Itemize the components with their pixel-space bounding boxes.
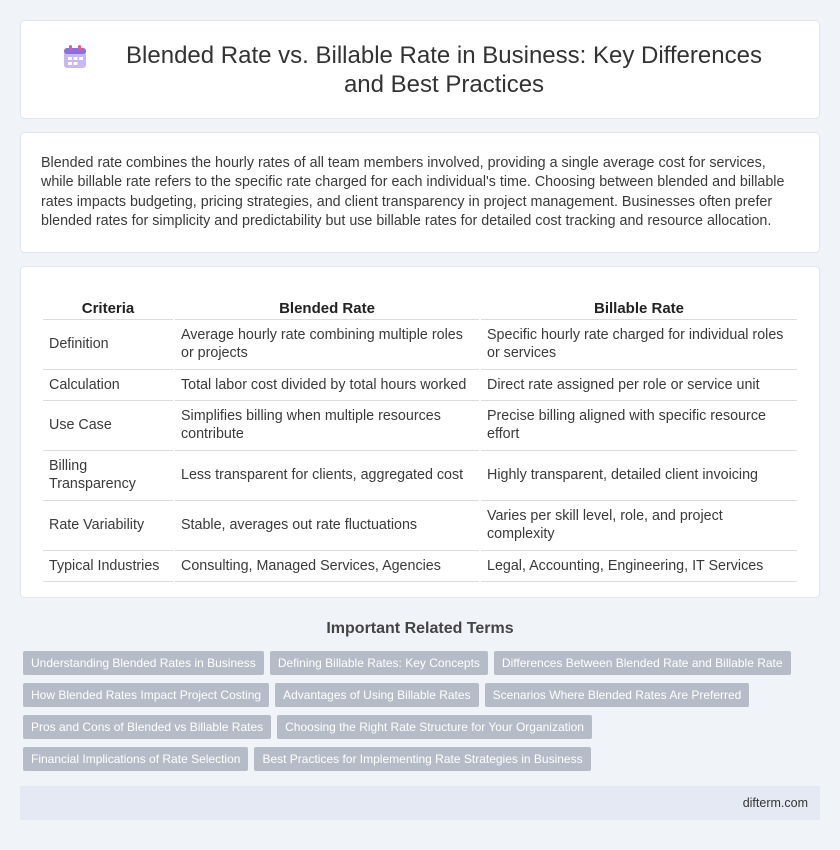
table-cell: Highly transparent, detailed client invoicing <box>480 450 797 500</box>
table-cell: Precise billing aligned with specific resource effort <box>480 400 797 450</box>
table-cell: Calculation <box>43 369 174 400</box>
table-cell: Consulting, Managed Services, Agencies <box>174 550 480 581</box>
table-cell: Varies per skill level, role, and project complexity <box>480 500 797 550</box>
table-row <box>43 400 797 450</box>
related-term-link[interactable]: Financial Implications of Rate Selection <box>23 747 248 771</box>
comparison-card <box>20 266 820 598</box>
comparison-table <box>43 297 797 582</box>
table-row <box>43 319 797 369</box>
table-row <box>43 369 797 400</box>
table-cell: Legal, Accounting, Engineering, IT Services <box>480 550 797 581</box>
footer <box>20 786 820 820</box>
related-term-link[interactable]: How Blended Rates Impact Project Costing <box>23 683 269 707</box>
calendar-icon <box>61 43 89 71</box>
header-card <box>20 20 820 119</box>
related-terms-list <box>23 651 823 779</box>
column-header-billable-rate: Billable Rate <box>480 297 797 319</box>
page-title: Blended Rate vs. Billable Rate in Business: Key Differences and Best Practices <box>126 41 762 98</box>
table-cell: Direct rate assigned per role or service unit <box>480 369 797 400</box>
related-term-link[interactable]: Scenarios Where Blended Rates Are Preferred <box>485 683 750 707</box>
table-cell: Use Case <box>43 400 174 450</box>
related-term-link[interactable]: Defining Billable Rates: Key Concepts <box>270 651 488 675</box>
table-cell: Less transparent for clients, aggregated cost <box>174 450 480 500</box>
table-cell: Average hourly rate combining multiple roles or projects <box>174 319 480 369</box>
related-term-link[interactable]: Best Practices for Implementing Rate Strategies in Business <box>254 747 590 771</box>
footer-site-link[interactable]: difterm.com <box>742 796 808 810</box>
table-row <box>43 550 797 581</box>
table-cell: Rate Variability <box>43 500 174 550</box>
table-cell: Billing Transparency <box>43 450 174 500</box>
table-row <box>43 450 797 500</box>
table-cell: Typical Industries <box>43 550 174 581</box>
related-terms-title: Important Related Terms <box>326 620 514 637</box>
table-cell: Total labor cost divided by total hours worked <box>174 369 480 400</box>
table-cell: Specific hourly rate charged for individual roles or services <box>480 319 797 369</box>
intro-paragraph: Blended rate combines the hourly rates of all team members involved, providing a single average cost for services, while billable rate refers to the specific rate charged for each individual's time. Choosing between blended and billable rates impacts budgeting, pricing strategies, and client transparency in project management. Businesses often prefer blended rates for simplicity and predictability but use billable rates for detailed cost tracking and resource allocation. <box>41 155 785 230</box>
column-header-blended-rate: Blended Rate <box>174 297 480 319</box>
related-term-link[interactable]: Choosing the Right Rate Structure for Your Organization <box>277 715 592 739</box>
table-row <box>43 500 797 550</box>
table-cell: Stable, averages out rate fluctuations <box>174 500 480 550</box>
related-term-link[interactable]: Understanding Blended Rates in Business <box>23 651 264 675</box>
column-header-criteria: Criteria <box>43 297 174 319</box>
table-cell: Simplifies billing when multiple resources contribute <box>174 400 480 450</box>
related-term-link[interactable]: Advantages of Using Billable Rates <box>275 683 478 707</box>
table-header-row <box>43 297 797 319</box>
related-term-link[interactable]: Differences Between Blended Rate and Billable Rate <box>494 651 791 675</box>
intro-card <box>20 132 820 253</box>
related-term-link[interactable]: Pros and Cons of Blended vs Billable Rates <box>23 715 271 739</box>
table-cell: Definition <box>43 319 174 369</box>
